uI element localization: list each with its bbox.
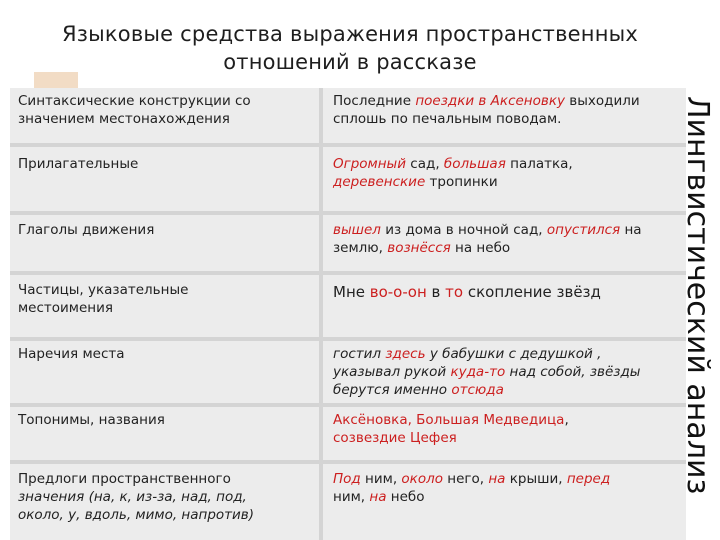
- table-row-5-label: [10, 341, 319, 403]
- example-text: сад,: [406, 156, 444, 172]
- example-text: из дома в ночной сад,: [380, 222, 547, 238]
- row-label-line: Глаголы движения: [18, 222, 155, 238]
- example-line: [333, 155, 678, 173]
- example-text: него,: [442, 471, 489, 487]
- row-label-line: Синтаксические конструкции со: [18, 93, 251, 109]
- highlighted-word: на: [369, 489, 387, 505]
- example-text: над собой, звёзды: [505, 364, 641, 380]
- table-row-6-label: [10, 407, 319, 460]
- table-row-7-label: [10, 464, 319, 540]
- table-row-4-label: [10, 275, 319, 337]
- table-row-1-label: [10, 88, 319, 143]
- table-row-2-example: [323, 147, 686, 211]
- example-text: ним,: [333, 489, 370, 505]
- example-text: ним,: [360, 471, 402, 487]
- highlighted-word: около: [401, 471, 443, 487]
- example-text: Последние: [333, 93, 416, 109]
- example-text: крыши,: [505, 471, 567, 487]
- analysis-table: [10, 88, 686, 540]
- table-row-3-example: [323, 215, 686, 271]
- example-line: [333, 429, 678, 447]
- row-label-line: Топонимы, названия: [18, 412, 165, 428]
- example-text: гостил: [333, 346, 386, 362]
- highlighted-word: вышел: [333, 222, 381, 238]
- table-row-7-example: [323, 464, 686, 540]
- row-label-line: местоимения: [18, 300, 114, 316]
- highlighted-word: Аксёновка, Большая Медведица: [333, 412, 565, 428]
- highlighted-word: большая: [443, 156, 506, 172]
- highlighted-word: перед: [566, 471, 611, 487]
- example-line: [333, 488, 678, 506]
- highlighted-word: на: [488, 471, 506, 487]
- table-row-1-example: [323, 88, 686, 143]
- example-line: [333, 92, 678, 110]
- example-text: на небо: [450, 240, 511, 256]
- example-line: [333, 411, 678, 429]
- example-line: [333, 173, 678, 191]
- title-line-1: Языковые средства выражения пространственных: [61, 22, 639, 46]
- highlighted-word: вознёсся: [387, 240, 451, 256]
- table-row-3-label: [10, 215, 319, 271]
- highlighted-word: то: [445, 283, 464, 301]
- row-label-line: Прилагательные: [18, 156, 139, 172]
- example-text: ,: [564, 412, 569, 428]
- side-label: [677, 96, 717, 540]
- example-text: небо: [386, 489, 425, 505]
- highlighted-word: созвездие Цефея: [333, 430, 457, 446]
- example-text: у бабушки с дедушкой ,: [425, 346, 602, 362]
- example-line: [333, 283, 678, 301]
- example-text: выходили: [565, 93, 640, 109]
- highlighted-word: поездки в Аксеновку: [415, 93, 565, 109]
- example-line: [333, 345, 678, 363]
- example-text: берутся именно: [333, 382, 452, 398]
- example-text: землю,: [333, 240, 388, 256]
- page-title: [20, 20, 680, 76]
- highlighted-word: Под: [333, 471, 361, 487]
- example-line: [333, 381, 678, 399]
- example-line: [333, 221, 678, 239]
- row-label-line: около, у, вдоль, мимо, напротив): [18, 507, 255, 523]
- row-label-line: Частицы, указательные: [18, 282, 189, 298]
- example-text: тропинки: [425, 174, 498, 190]
- row-label-line: значения (на, к, из-за, над, под,: [18, 489, 247, 505]
- row-label-line: Предлоги пространственного: [18, 471, 231, 487]
- table-row-4-example: [323, 275, 686, 337]
- row-label-line: значением местонахождения: [18, 111, 230, 127]
- table-row-2-label: [10, 147, 319, 211]
- example-line: [333, 110, 678, 128]
- example-text: сплошь по печальным поводам.: [333, 111, 562, 127]
- highlighted-word: Огромный: [333, 156, 406, 172]
- example-text: скопление звёзд: [463, 283, 601, 301]
- example-text: на: [620, 222, 642, 238]
- highlighted-word: куда-то: [450, 364, 506, 380]
- example-line: [333, 239, 678, 257]
- example-text: указывал рукой: [333, 364, 451, 380]
- example-text: палатка,: [505, 156, 573, 172]
- title-line-2: отношений в рассказе: [223, 50, 477, 74]
- table-row-5-example: [323, 341, 686, 403]
- highlighted-word: опустился: [546, 222, 621, 238]
- example-text: в: [426, 283, 446, 301]
- example-line: [333, 470, 678, 488]
- table-row-6-example: [323, 407, 686, 460]
- highlighted-word: здесь: [385, 346, 426, 362]
- example-text: Мне: [333, 283, 370, 301]
- side-label-text: Лингвистический анализ: [680, 96, 715, 495]
- example-line: [333, 363, 678, 381]
- row-label-line: Наречия места: [18, 346, 125, 362]
- highlighted-word: отсюда: [451, 382, 504, 398]
- highlighted-word: во-о-он: [369, 283, 427, 301]
- highlighted-word: деревенские: [333, 174, 426, 190]
